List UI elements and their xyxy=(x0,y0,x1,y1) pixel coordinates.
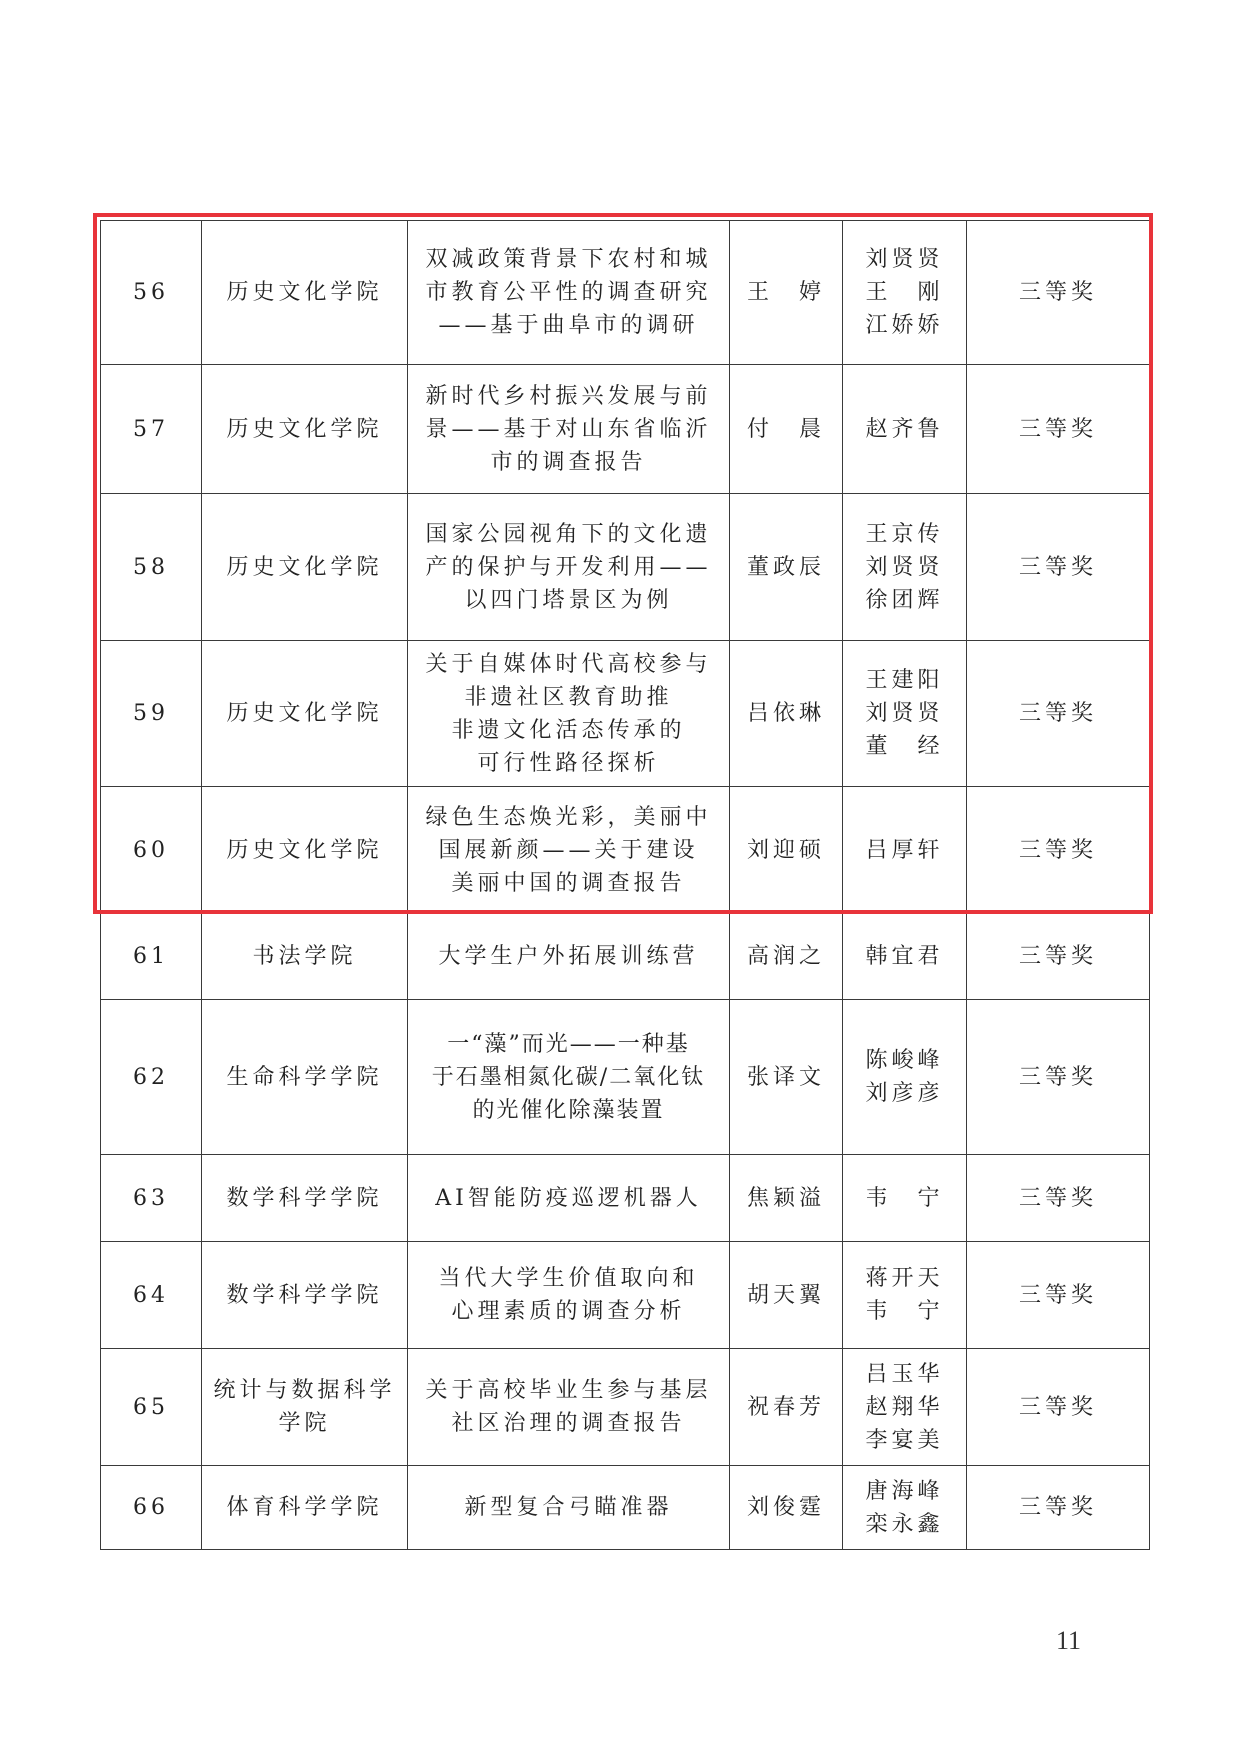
row-number: 63 xyxy=(101,1155,202,1242)
award-cell: 三等奖 xyxy=(967,1155,1150,1242)
advisor-name: 刘贤贤 xyxy=(865,554,944,580)
title-line: 以四门塔景区为例 xyxy=(464,587,673,613)
college-cell: 体育科学学院 xyxy=(202,1466,408,1550)
title-line: AI智能防疫巡逻机器人 xyxy=(435,1185,702,1211)
row-number: 64 xyxy=(101,1242,202,1349)
award-cell: 三等奖 xyxy=(967,1466,1150,1550)
advisors-cell xyxy=(843,787,967,914)
title-line: 绿色生态焕光彩，美丽中 xyxy=(425,804,712,830)
advisor-name: 李宴美 xyxy=(865,1427,944,1453)
advisor-name: 刘贤贤 xyxy=(865,701,944,726)
leader-cell: 王 婷 xyxy=(730,221,843,365)
title-line: 产的保护与开发利用—— xyxy=(425,554,712,580)
table-row xyxy=(101,1242,1150,1349)
project-title-cell xyxy=(408,641,730,787)
title-line: 心理素质的调查分析 xyxy=(451,1299,686,1324)
title-line: 美丽中国的调查报告 xyxy=(451,870,686,896)
row-number: 60 xyxy=(101,787,202,914)
award-cell: 三等奖 xyxy=(967,914,1150,1000)
advisor-name: 刘贤贤 xyxy=(865,247,944,272)
title-line: 的光催化除藻装置 xyxy=(472,1097,665,1123)
advisor-name: 吕玉华 xyxy=(865,1361,944,1387)
title-line: ——基于曲阜市的调研 xyxy=(438,313,699,338)
award-cell: 三等奖 xyxy=(967,641,1150,787)
advisors-cell xyxy=(843,1466,967,1550)
title-line: 新型复合弓瞄准器 xyxy=(464,1495,673,1520)
advisor-name: 蒋开天 xyxy=(865,1266,944,1291)
advisor-name: 王 刚 xyxy=(865,280,944,305)
advisors-cell xyxy=(843,1155,967,1242)
table-row xyxy=(101,1466,1150,1550)
leader-cell: 刘俊霆 xyxy=(730,1466,843,1550)
title-line: 于石墨相氮化碳/二氧化钛 xyxy=(431,1064,706,1090)
table-row xyxy=(101,1155,1150,1242)
advisors-cell xyxy=(843,221,967,365)
college-cell: 数学科学学院 xyxy=(202,1242,408,1349)
college-cell: 生命科学学院 xyxy=(202,1000,408,1155)
table-row xyxy=(101,641,1150,787)
award-cell: 三等奖 xyxy=(967,221,1150,365)
table-row xyxy=(101,365,1150,494)
leader-cell: 刘迎硕 xyxy=(730,787,843,914)
row-number: 56 xyxy=(101,221,202,365)
award-cell: 三等奖 xyxy=(967,365,1150,494)
row-number: 62 xyxy=(101,1000,202,1155)
college-cell xyxy=(202,1349,408,1466)
leader-cell: 付 晨 xyxy=(730,365,843,494)
advisors-cell xyxy=(843,494,967,641)
college-line: 学院 xyxy=(278,1411,331,1436)
title-line: 关于高校毕业生参与基层 xyxy=(425,1378,712,1403)
advisor-name: 栾永鑫 xyxy=(865,1511,944,1537)
advisors-cell xyxy=(843,1242,967,1349)
advisors-cell xyxy=(843,1349,967,1466)
page-number: 11 xyxy=(1056,1626,1082,1655)
project-title-cell xyxy=(408,787,730,914)
table-row xyxy=(101,914,1150,1000)
advisor-name: 董 经 xyxy=(865,734,944,759)
title-line: 国家公园视角下的文化遗 xyxy=(425,521,712,547)
project-title-cell xyxy=(408,914,730,1000)
leader-cell: 祝春芳 xyxy=(730,1349,843,1466)
project-title-cell xyxy=(408,1155,730,1242)
advisors-cell xyxy=(843,365,967,494)
title-line: 当代大学生价值取向和 xyxy=(438,1266,699,1291)
leader-cell: 焦颖溢 xyxy=(730,1155,843,1242)
project-title-cell xyxy=(408,1466,730,1550)
award-cell: 三等奖 xyxy=(967,1000,1150,1155)
advisor-name: 赵翔华 xyxy=(865,1394,944,1420)
awards-table xyxy=(100,220,1150,1550)
advisors-cell xyxy=(843,1000,967,1155)
leader-cell: 吕依琳 xyxy=(730,641,843,787)
table-row xyxy=(101,221,1150,365)
advisors-cell xyxy=(843,641,967,787)
college-line: 统计与数据科学 xyxy=(213,1378,396,1403)
advisor-name: 陈峻峰 xyxy=(865,1048,944,1073)
row-number: 59 xyxy=(101,641,202,787)
advisor-name: 吕厚轩 xyxy=(865,837,944,863)
title-line: 关于自媒体时代高校参与 xyxy=(425,651,712,677)
row-number: 57 xyxy=(101,365,202,494)
advisor-name: 韦 宁 xyxy=(865,1185,944,1211)
title-line: 非遗社区教育助推 xyxy=(464,684,673,710)
advisor-name: 江娇娇 xyxy=(865,313,944,338)
title-line: 国展新颜——关于建设 xyxy=(438,837,699,863)
table-row xyxy=(101,787,1150,914)
advisor-name: 王京传 xyxy=(865,521,944,547)
title-line: 非遗文化活态传承的 xyxy=(451,717,686,743)
college-cell: 历史文化学院 xyxy=(202,221,408,365)
advisor-name: 王建阳 xyxy=(865,668,944,693)
college-cell: 历史文化学院 xyxy=(202,365,408,494)
row-number: 58 xyxy=(101,494,202,641)
title-line: 社区治理的调查报告 xyxy=(451,1411,686,1436)
award-cell: 三等奖 xyxy=(967,1242,1150,1349)
table-row xyxy=(101,1349,1150,1466)
project-title-cell xyxy=(408,1000,730,1155)
title-line: 景——基于对山东省临沂 xyxy=(425,416,712,442)
advisors-cell xyxy=(843,914,967,1000)
title-line: 可行性路径探析 xyxy=(477,750,660,776)
college-cell: 历史文化学院 xyxy=(202,494,408,641)
table-row xyxy=(101,1000,1150,1155)
award-cell: 三等奖 xyxy=(967,494,1150,641)
college-cell: 历史文化学院 xyxy=(202,787,408,914)
advisor-name: 刘彦彦 xyxy=(865,1081,944,1106)
title-line: 一“藻”而光——一种基 xyxy=(447,1031,690,1057)
advisor-name: 徐团辉 xyxy=(865,587,944,613)
leader-cell: 张译文 xyxy=(730,1000,843,1155)
project-title-cell xyxy=(408,365,730,494)
title-line: 大学生户外拓展训练营 xyxy=(438,944,699,969)
college-cell: 数学科学学院 xyxy=(202,1155,408,1242)
project-title-cell xyxy=(408,1349,730,1466)
title-line: 市教育公平性的调查研究 xyxy=(425,280,712,305)
row-number: 61 xyxy=(101,914,202,1000)
project-title-cell xyxy=(408,221,730,365)
college-cell: 历史文化学院 xyxy=(202,641,408,787)
leader-cell: 董政辰 xyxy=(730,494,843,641)
project-title-cell xyxy=(408,1242,730,1349)
title-line: 市的调查报告 xyxy=(490,449,647,475)
row-number: 66 xyxy=(101,1466,202,1550)
title-line: 双减政策背景下农村和城 xyxy=(425,247,712,272)
awards-table-body xyxy=(101,221,1150,1550)
award-cell: 三等奖 xyxy=(967,1349,1150,1466)
advisor-name: 韩宜君 xyxy=(865,944,944,969)
advisor-name: 赵齐鲁 xyxy=(865,416,944,442)
title-line: 新时代乡村振兴发展与前 xyxy=(425,383,712,409)
advisor-name: 韦 宁 xyxy=(865,1299,944,1324)
leader-cell: 高润之 xyxy=(730,914,843,1000)
leader-cell: 胡天翼 xyxy=(730,1242,843,1349)
row-number: 65 xyxy=(101,1349,202,1466)
advisor-name: 唐海峰 xyxy=(865,1478,944,1504)
award-cell: 三等奖 xyxy=(967,787,1150,914)
table-row xyxy=(101,494,1150,641)
project-title-cell xyxy=(408,494,730,641)
college-cell: 书法学院 xyxy=(202,914,408,1000)
